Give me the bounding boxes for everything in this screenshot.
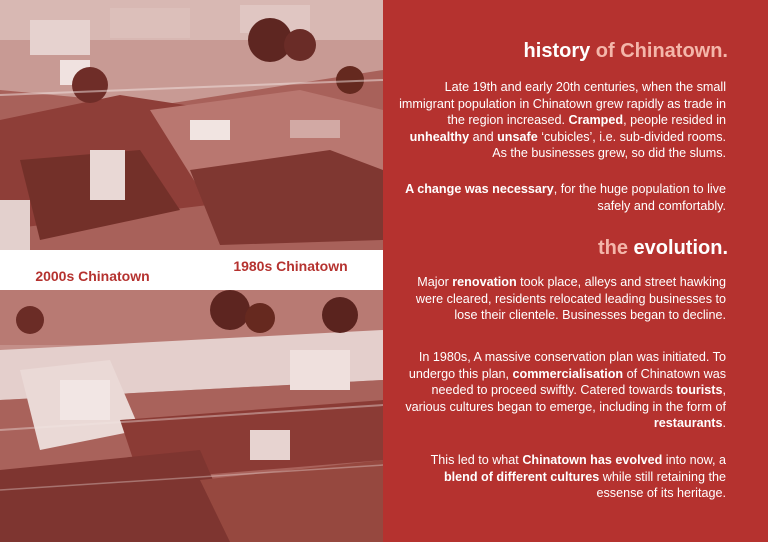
emphasis-text: unsafe xyxy=(497,129,538,144)
emphasis-text: unhealthy xyxy=(409,129,470,144)
evolution-heading-lead: the xyxy=(598,237,628,259)
body-text: , people resided in xyxy=(623,113,726,128)
history-heading xyxy=(524,40,728,63)
body-text: In 1980s, A massive conservation plan was initiated. To undergo this plan, xyxy=(408,350,726,381)
evolution-paragraph-1 xyxy=(396,274,726,324)
photo-column xyxy=(0,0,383,542)
caption-2000s: 2000s Chinatown xyxy=(0,262,185,290)
rooftops-1980s-image xyxy=(0,0,383,250)
photo-1980s-chinatown xyxy=(0,0,383,250)
emphasis-text: commercialisation xyxy=(512,366,624,381)
history-heading-tail: of Chinatown. xyxy=(590,40,728,62)
body-text: This led to what xyxy=(430,453,523,467)
emphasis-text: A change was necessary xyxy=(405,182,554,196)
emphasis-text: Cramped xyxy=(568,113,624,128)
body-text: of Chinatown was needed to proceed swiftly. Catered towards xyxy=(431,366,726,398)
body-text: into now, a xyxy=(662,453,726,467)
emphasis-text: renovation xyxy=(452,275,517,289)
history-paragraph-2 xyxy=(396,181,726,214)
body-text: Major xyxy=(417,275,453,289)
body-text: ‘cubicles’, i.e. sub-divided rooms. As the businesses grew, so did the slums. xyxy=(492,129,726,161)
body-text: took place, alleys and street hawking were cleared, residents relocated leading businesses to lose their clientele. Businesses began to decline. xyxy=(415,275,726,323)
emphasis-text: blend of different cultures xyxy=(443,469,600,484)
body-text: Late 19th and early 20th centuries, when the small immigrant population in Chinatown grew rapidly as trade in the region increased. xyxy=(399,80,726,128)
evolution-heading-tail: evolution. xyxy=(628,237,728,259)
rooftops-2000s-image xyxy=(0,290,383,542)
history-heading-lead: history xyxy=(523,40,591,62)
caption-1980s: 1980s Chinatown xyxy=(198,250,383,282)
emphasis-text: Chinatown has evolved xyxy=(522,453,663,467)
body-text: , for the huge population to live safely and comfortably. xyxy=(553,182,726,213)
emphasis-text: restaurants xyxy=(653,416,723,431)
evolution-paragraph-3 xyxy=(396,452,726,502)
emphasis-text: tourists xyxy=(676,383,723,398)
body-text: and xyxy=(469,129,498,144)
body-text: , various cultures began to emerge, including in the form of xyxy=(405,383,726,414)
evolution-paragraph-2 xyxy=(396,349,726,432)
body-text: while still retaining the essense of its heritage. xyxy=(596,469,726,501)
body-text: . xyxy=(722,416,726,431)
evolution-heading xyxy=(598,237,728,260)
text-panel xyxy=(383,0,768,542)
photo-2000s-chinatown xyxy=(0,290,383,542)
history-paragraph-1 xyxy=(396,79,726,162)
